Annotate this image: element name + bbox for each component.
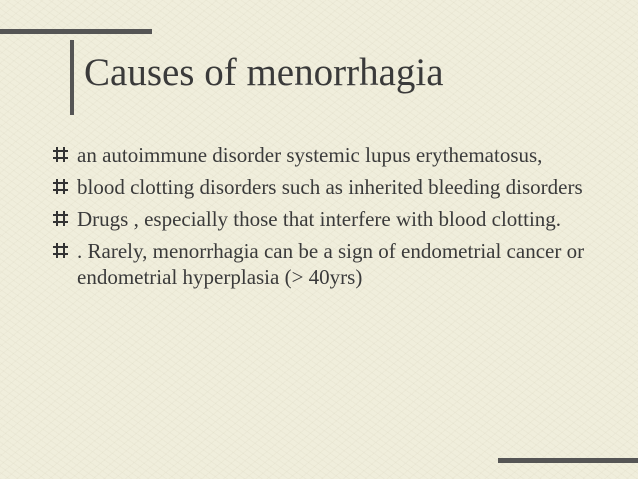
bullet-item [50, 174, 610, 200]
bullet-text: Drugs , especially those that interfere with blood clotting. [77, 207, 562, 231]
top-decorative-rule [0, 29, 152, 34]
bullet-text: blood clotting disorders such as inherited bleeding disorders [77, 175, 583, 199]
slide-title: Causes of menorrhagia [84, 51, 444, 94]
title-side-rule [70, 40, 74, 115]
hash-bullet-icon [52, 210, 69, 227]
bullet-list [50, 142, 610, 296]
bullet-item [50, 206, 610, 232]
hash-bullet-icon [52, 146, 69, 163]
bottom-decorative-rule [498, 458, 638, 463]
bullet-item [50, 142, 610, 168]
bullet-item [50, 238, 610, 290]
hash-bullet-icon [52, 242, 69, 259]
hash-bullet-icon [52, 178, 69, 195]
bullet-text: an autoimmune disorder systemic lupus erythematosus, [77, 143, 543, 167]
bullet-text: . Rarely, menorrhagia can be a sign of endometrial cancer or endometrial hyperplasia (˃ 40yrs) [77, 239, 585, 289]
